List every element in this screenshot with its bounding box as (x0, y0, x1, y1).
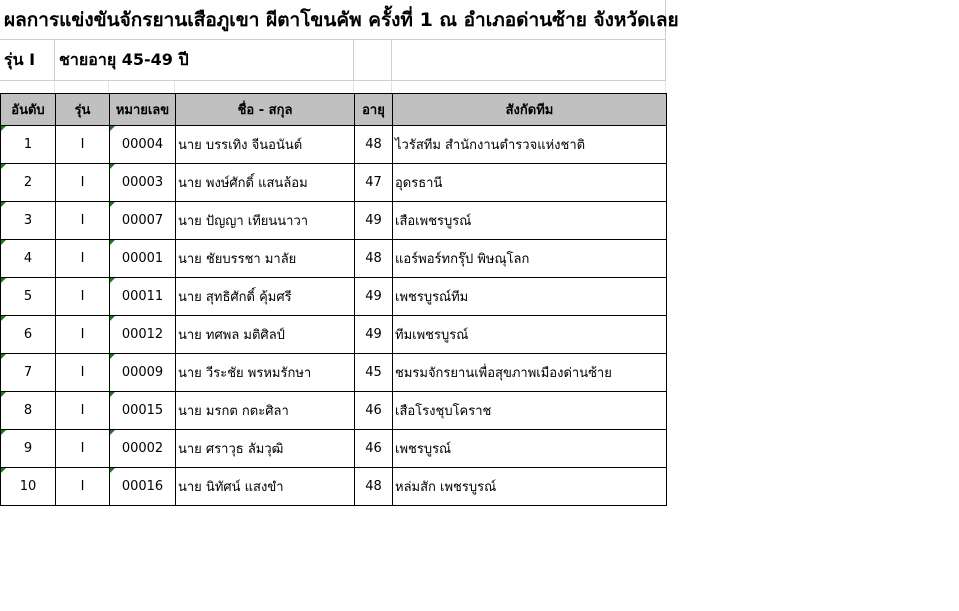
cell-name[interactable]: นาย ศราวุธ ลัมวุฒิ (176, 430, 355, 468)
cell-number[interactable]: 00004 (110, 126, 176, 164)
page-title: ผลการแข่งขันจักรยานเสือภูเขา ผีตาโขนคัพ ครั้งที่ 1 ณ อำเภอด่านซ้าย จังหวัดเลย (4, 8, 679, 31)
spacer-row (0, 81, 666, 93)
cell-name[interactable]: นาย บรรเทิง จีนอนันต์ (176, 126, 355, 164)
cell-team[interactable]: เสือโรงชุบโคราช (393, 392, 667, 430)
cell-team[interactable]: หล่มสัก เพชรบูรณ์ (393, 468, 667, 506)
cell-age[interactable]: 48 (355, 126, 393, 164)
table-row (1, 354, 667, 392)
header-age[interactable]: อายุ (355, 94, 393, 126)
empty-cell (392, 40, 666, 80)
table-row (1, 392, 667, 430)
cell-team[interactable]: เพชรบูรณ์ (393, 430, 667, 468)
category-name: ชายอายุ 45-49 ปี (59, 49, 189, 69)
cell-name[interactable]: นาย สุทธิศักดิ์ คุ้มศรี (176, 278, 355, 316)
cell-name[interactable]: นาย มรกต กตะศิลา (176, 392, 355, 430)
cell-team[interactable]: ไวรัสทีม สำนักงานตำรวจแห่งชาติ (393, 126, 667, 164)
table-header-row (1, 94, 667, 126)
cell-rank[interactable]: 10 (1, 468, 56, 506)
cell-number[interactable]: 00012 (110, 316, 176, 354)
cell-rank[interactable]: 6 (1, 316, 56, 354)
table-row (1, 164, 667, 202)
header-name[interactable]: ชื่อ - สกุล (176, 94, 355, 126)
category-row (0, 40, 666, 81)
table-row (1, 126, 667, 164)
header-class[interactable]: รุ่น (56, 94, 110, 126)
cell-number[interactable]: 00016 (110, 468, 176, 506)
cell-age[interactable]: 46 (355, 392, 393, 430)
table-row (1, 468, 667, 506)
cell-number[interactable]: 00015 (110, 392, 176, 430)
table-row (1, 240, 667, 278)
cell-class[interactable]: I (56, 164, 110, 202)
cell-team[interactable]: แอร์พอร์ทกรุ๊ป พิษณุโลก (393, 240, 667, 278)
cell-class[interactable]: I (56, 240, 110, 278)
cell-age[interactable]: 49 (355, 202, 393, 240)
cell-number[interactable]: 00001 (110, 240, 176, 278)
cell-rank[interactable]: 5 (1, 278, 56, 316)
cell-name[interactable]: นาย ทศพล มติศิลป์ (176, 316, 355, 354)
cell-class[interactable]: I (56, 354, 110, 392)
cell-number[interactable]: 00003 (110, 164, 176, 202)
table-row (1, 430, 667, 468)
cell-age[interactable]: 49 (355, 278, 393, 316)
cell-team[interactable]: เพชรบูรณ์ทีม (393, 278, 667, 316)
cell-age[interactable]: 48 (355, 468, 393, 506)
cell-name[interactable]: นาย พงษ์ศักดิ์ แสนล้อม (176, 164, 355, 202)
cell-number[interactable]: 00011 (110, 278, 176, 316)
cell-age[interactable]: 49 (355, 316, 393, 354)
table-row (1, 202, 667, 240)
cell-age[interactable]: 45 (355, 354, 393, 392)
cell-rank[interactable]: 2 (1, 164, 56, 202)
cell-class[interactable]: I (56, 316, 110, 354)
cell-team[interactable]: ทีมเพชรบูรณ์ (393, 316, 667, 354)
table-row (1, 316, 667, 354)
table-row (1, 278, 667, 316)
cell-class[interactable]: I (56, 468, 110, 506)
cell-class[interactable]: I (56, 278, 110, 316)
cell-name[interactable]: นาย นิทัศน์ แสงขำ (176, 468, 355, 506)
cell-rank[interactable]: 1 (1, 126, 56, 164)
title-row (0, 0, 679, 40)
cell-name[interactable]: นาย วีระชัย พรหมรักษา (176, 354, 355, 392)
category-name-cell (55, 40, 354, 80)
header-rank[interactable]: อันดับ (1, 94, 56, 126)
cell-rank[interactable]: 9 (1, 430, 56, 468)
cell-number[interactable]: 00002 (110, 430, 176, 468)
cell-class[interactable]: I (56, 392, 110, 430)
cell-name[interactable]: นาย ปัญญา เทียนนาวา (176, 202, 355, 240)
cell-age[interactable]: 48 (355, 240, 393, 278)
cell-team[interactable]: อุดรธานี (393, 164, 667, 202)
cell-class[interactable]: I (56, 202, 110, 240)
cell-rank[interactable]: 3 (1, 202, 56, 240)
category-code-cell (0, 40, 55, 80)
header-team[interactable]: สังกัดทีม (393, 94, 667, 126)
cell-class[interactable]: I (56, 126, 110, 164)
empty-cell (354, 40, 392, 80)
category-code: รุ่น I (4, 49, 36, 69)
cell-class[interactable]: I (56, 430, 110, 468)
cell-number[interactable]: 00007 (110, 202, 176, 240)
cell-rank[interactable]: 4 (1, 240, 56, 278)
cell-number[interactable]: 00009 (110, 354, 176, 392)
cell-team[interactable]: เสือเพชรบูรณ์ (393, 202, 667, 240)
cell-team[interactable]: ชมรมจักรยานเพื่อสุขภาพเมืองด่านซ้าย (393, 354, 667, 392)
cell-age[interactable]: 47 (355, 164, 393, 202)
cell-name[interactable]: นาย ชัยบรรชา มาลัย (176, 240, 355, 278)
header-number[interactable]: หมายเลข (110, 94, 176, 126)
results-table (0, 93, 667, 506)
cell-rank[interactable]: 7 (1, 354, 56, 392)
cell-rank[interactable]: 8 (1, 392, 56, 430)
cell-age[interactable]: 46 (355, 430, 393, 468)
